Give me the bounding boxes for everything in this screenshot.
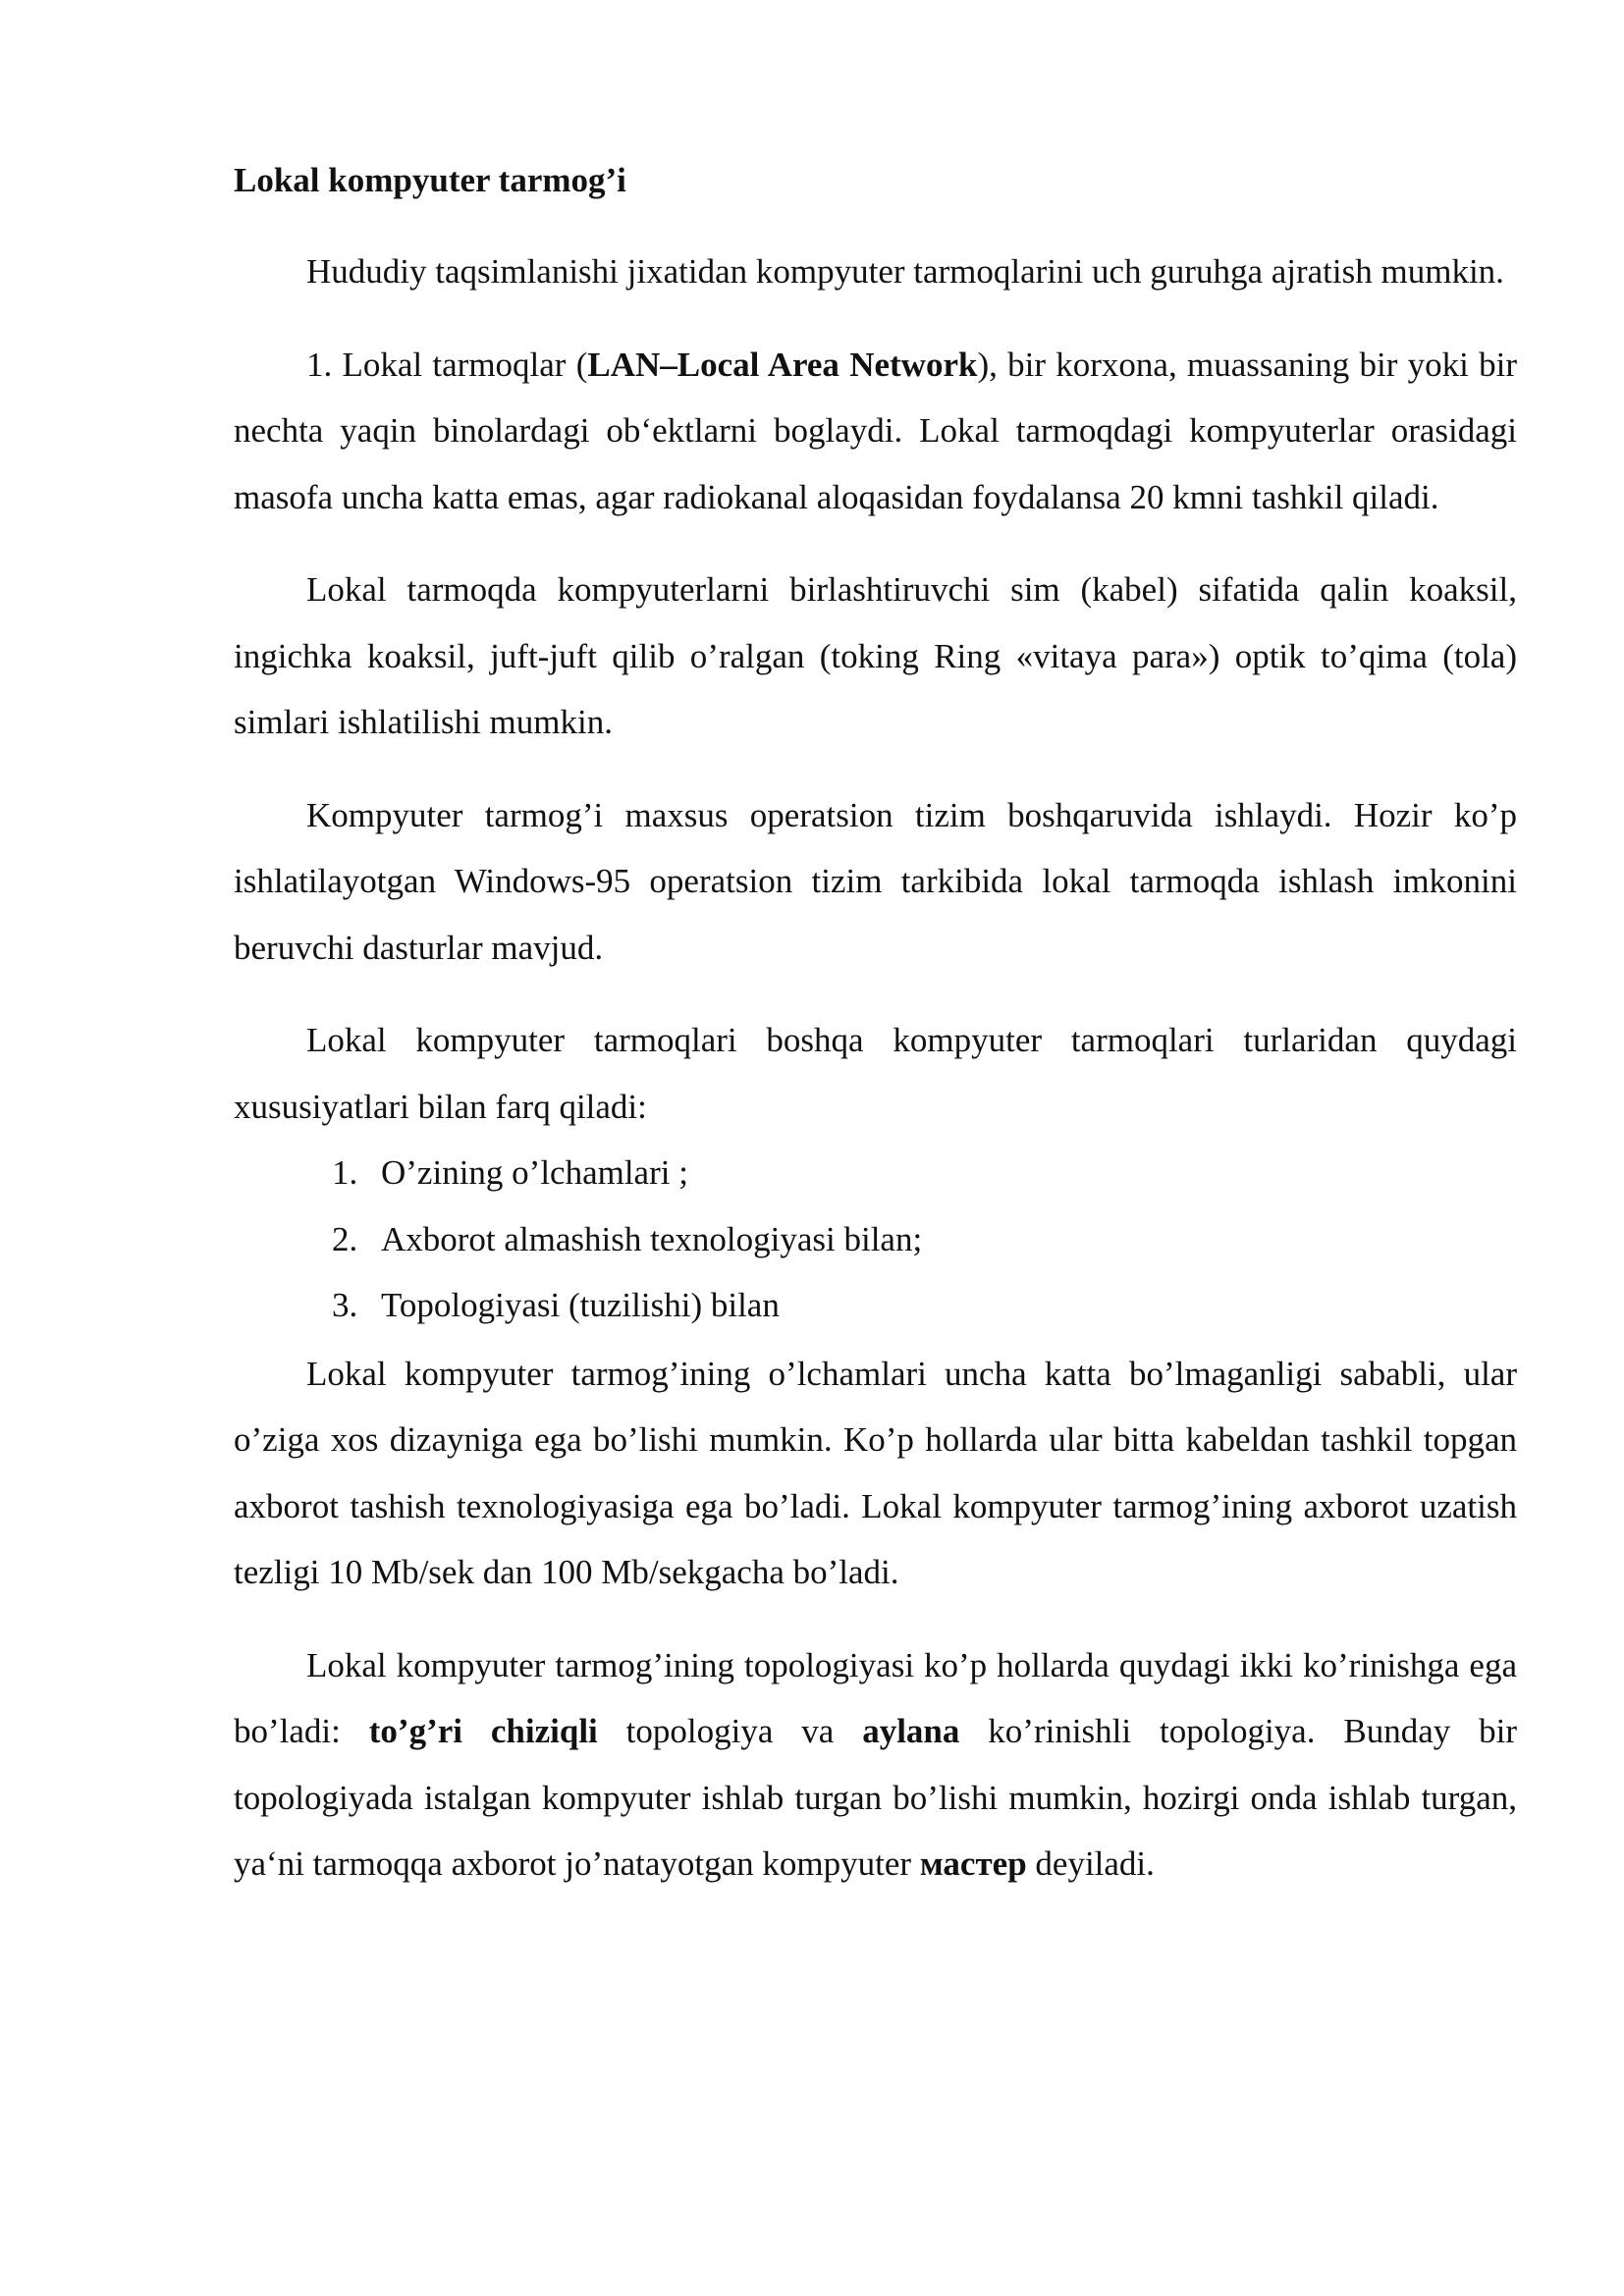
list-item-text: O’zining o’lchamlari ; bbox=[381, 1153, 688, 1192]
paragraph-operating-system: Kompyuter tarmog’i maxsus operatsion tizim boshqaruvida ishlaydi. Hozir ko’p ishlatilayotgan Windows-95 operatsion tizim tarkibida lokal tarmoqda ishlash imkonini beruvchi dasturlar mavjud. bbox=[234, 795, 1517, 967]
paragraph-lan-definition bbox=[234, 332, 1517, 531]
text-run: topologiya va bbox=[597, 1712, 863, 1750]
features-list bbox=[234, 1140, 1517, 1339]
list-item-number: 3. bbox=[332, 1286, 358, 1324]
text-run: ko’rinishli topologiya. Bunday bir topologiyada istalgan kompyuter ishlab turgan bo’lishi mumkin, hozirgi onda ishlab turgan, ya‘ni tarmoqqa axborot jo’natayotgan kompyuter bbox=[234, 1712, 1518, 1883]
document-page bbox=[234, 147, 1517, 1924]
list-item bbox=[332, 1140, 1517, 1206]
list-item-number: 1. bbox=[332, 1153, 358, 1192]
paragraph-cables: Lokal tarmoqda kompyuterlarni birlashtiruvchi sim (kabel) sifatida qalin koaksil, ingichka koaksil, juft-juft qilib o’ralgan (toking Ring «vitaya para») optik to’qima (tola) simlari ishlatilishi mumkin. bbox=[234, 570, 1517, 741]
bold-term-ring: aylana bbox=[862, 1712, 960, 1750]
text-run: deyiladi. bbox=[1026, 1844, 1155, 1883]
list-item bbox=[332, 1206, 1517, 1273]
list-item-text: Topologiyasi (tuzilishi) bilan bbox=[381, 1286, 780, 1324]
paragraph-features: Lokal kompyuter tarmoqlari boshqa kompyuter tarmoqlari turlaridan quydagi xususiyatlari bilan farq qiladi: bbox=[234, 1021, 1517, 1126]
text-run: 1. Lokal tarmoqlar ( bbox=[306, 345, 588, 384]
section-heading: Lokal kompyuter tarmog’i bbox=[234, 161, 626, 199]
text-run: Lokal kompyuter tarmog’ining topologiyasi ko’p hollarda quydagi ikki ko’rinishga ega bo’ladi: bbox=[234, 1645, 1517, 1750]
paragraph-intro: Hududiy taqsimlanishi jixatidan kompyuter tarmoqlarini uch guruhga ajratish mumkin. bbox=[306, 252, 1504, 291]
text-run: ), bir korxona, muassaning bir yoki bir nechta yaqin binolardagi ob‘ektlarni boglaydi. Lokal tarmoqdagi kompyuterlar orasidagi masofa uncha katta emas, agar radiokanal aloqasidan foydalansa 20 kmni tashkil qiladi. bbox=[234, 345, 1517, 516]
bold-term-linear: to’g’ri chiziqli bbox=[368, 1712, 598, 1750]
bold-term-master: мастер bbox=[919, 1844, 1027, 1883]
paragraph-dimensions-speed: Lokal kompyuter tarmog’ining o’lchamlari uncha katta bo’lmaganligi sababli, ular o’ziga xos dizayniga ega bo’lishi mumkin. Ko’p hollarda ular bitta kabeldan tashkil topgan axborot tashish texnologiyasiga ega bo’ladi. Lokal kompyuter tarmog’ining axborot uzatish tezligi 10 Mb/sek dan 100 Mb/sekgacha bo’ladi. bbox=[234, 1354, 1517, 1591]
bold-term-lan: LAN–Local Area Network bbox=[587, 345, 978, 384]
paragraph-topology bbox=[234, 1632, 1517, 1897]
list-item bbox=[332, 1272, 1517, 1339]
list-item-number: 2. bbox=[332, 1219, 358, 1258]
list-item-text: Axborot almashish texnologiyasi bilan; bbox=[381, 1219, 923, 1258]
